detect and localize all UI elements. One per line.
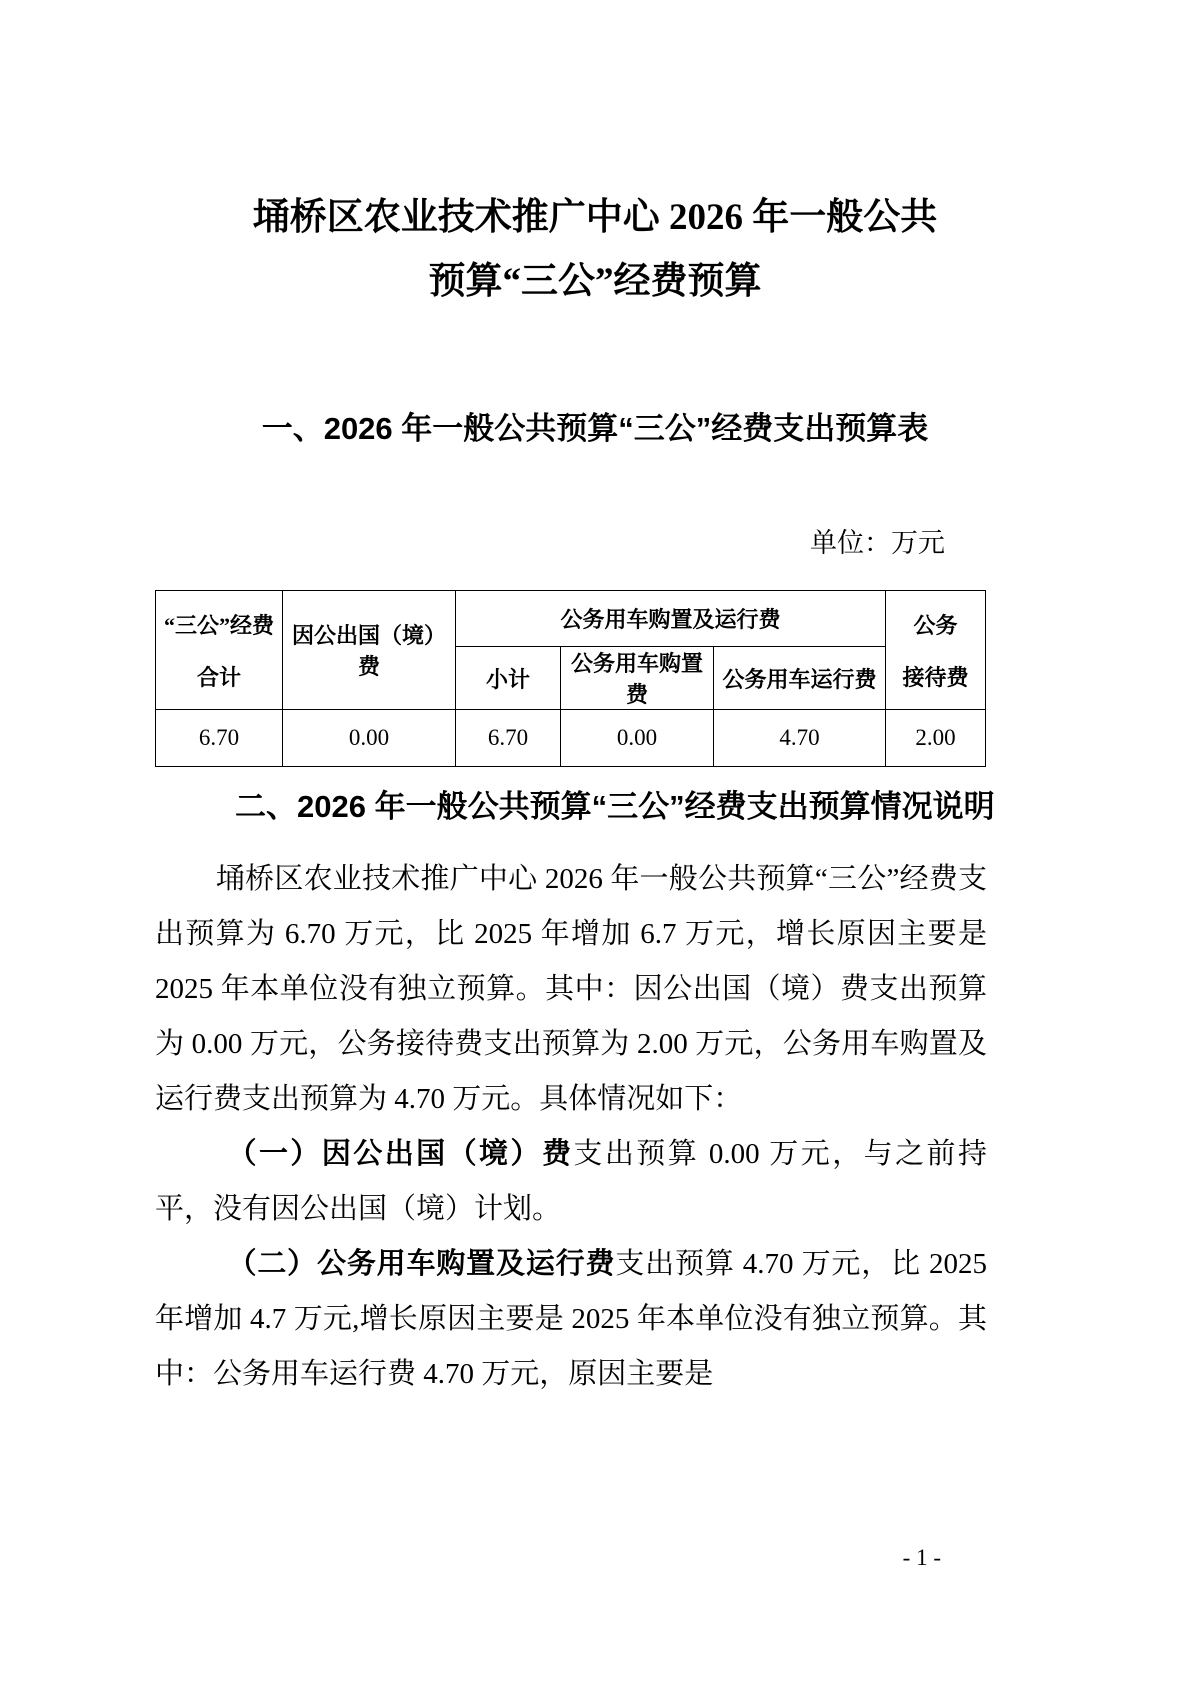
table-unit-label: 单位：万元 (810, 528, 945, 558)
header-vehicle-purchase: 公务用车购置费 (561, 647, 714, 710)
document-title-line2: 预算“三公”经费预算 (428, 261, 762, 302)
header-total (156, 591, 283, 710)
header-abroad: 因公出国（境）费 (283, 591, 456, 710)
item1-text: 支出预算 0.00 万元，与之前持平，没有因公出国（境）计划。 (155, 1138, 987, 1225)
paragraph-item2 (155, 1237, 987, 1402)
header-vehicle-group: 公务用车购置及运行费 (456, 591, 886, 647)
document-title (0, 186, 1190, 314)
table-row (156, 710, 986, 767)
item1-lead: （一）因公出国（境）费 (227, 1138, 574, 1170)
section1-heading: 一、2026 年一般公共预算“三公”经费支出预算表 (261, 411, 929, 446)
header-total-line1: “三公”经费 (163, 612, 274, 638)
value-vehicle-subtotal: 6.70 (456, 710, 561, 767)
header-reception-line2: 接待费 (902, 664, 969, 690)
item2-lead: （二）公务用车购置及运行费 (227, 1248, 616, 1280)
value-vehicle-operation: 4.70 (714, 710, 886, 767)
header-vehicle-subtotal: 小计 (456, 647, 561, 710)
value-vehicle-purchase: 0.00 (561, 710, 714, 767)
page-number: - 1 - (902, 1545, 941, 1570)
budget-table (155, 590, 986, 767)
paragraph-overview: 埇桥区农业技术推广中心 2026 年一般公共预算“三公”经费支出预算为 6.70 万元，比 2025 年增加 6.7 万元，增长原因主要是 2025 年本单位没有独立预算。其中：因公出国（境）费支出预算为 0.00 万元，公务接待费支出预算为 2.00 万元，公务用车购置及运行费支出预算为 4.70 万元。具体情况如下： (155, 863, 987, 1115)
item2-text: 支出预算 4.70 万元，比 2025 年增加 4.7 万元,增长原因主要是 2025 年本单位没有独立预算。其中：公务用车运行费 4.70 万元，原因主要是 (155, 1248, 987, 1390)
document-title-line1: 埇桥区农业技术推广中心 2026 年一般公共 (252, 197, 938, 238)
header-reception (886, 591, 986, 710)
header-reception-line1: 公务 (913, 612, 958, 638)
section2-heading: 二、2026 年一般公共预算“三公”经费支出预算情况说明 (235, 789, 995, 824)
section2-body (155, 852, 987, 1402)
value-reception: 2.00 (886, 710, 986, 767)
header-vehicle-operation: 公务用车运行费 (714, 647, 886, 710)
value-total: 6.70 (156, 710, 283, 767)
header-total-line2: 合计 (196, 664, 241, 690)
paragraph-item1 (155, 1127, 987, 1237)
value-abroad: 0.00 (283, 710, 456, 767)
